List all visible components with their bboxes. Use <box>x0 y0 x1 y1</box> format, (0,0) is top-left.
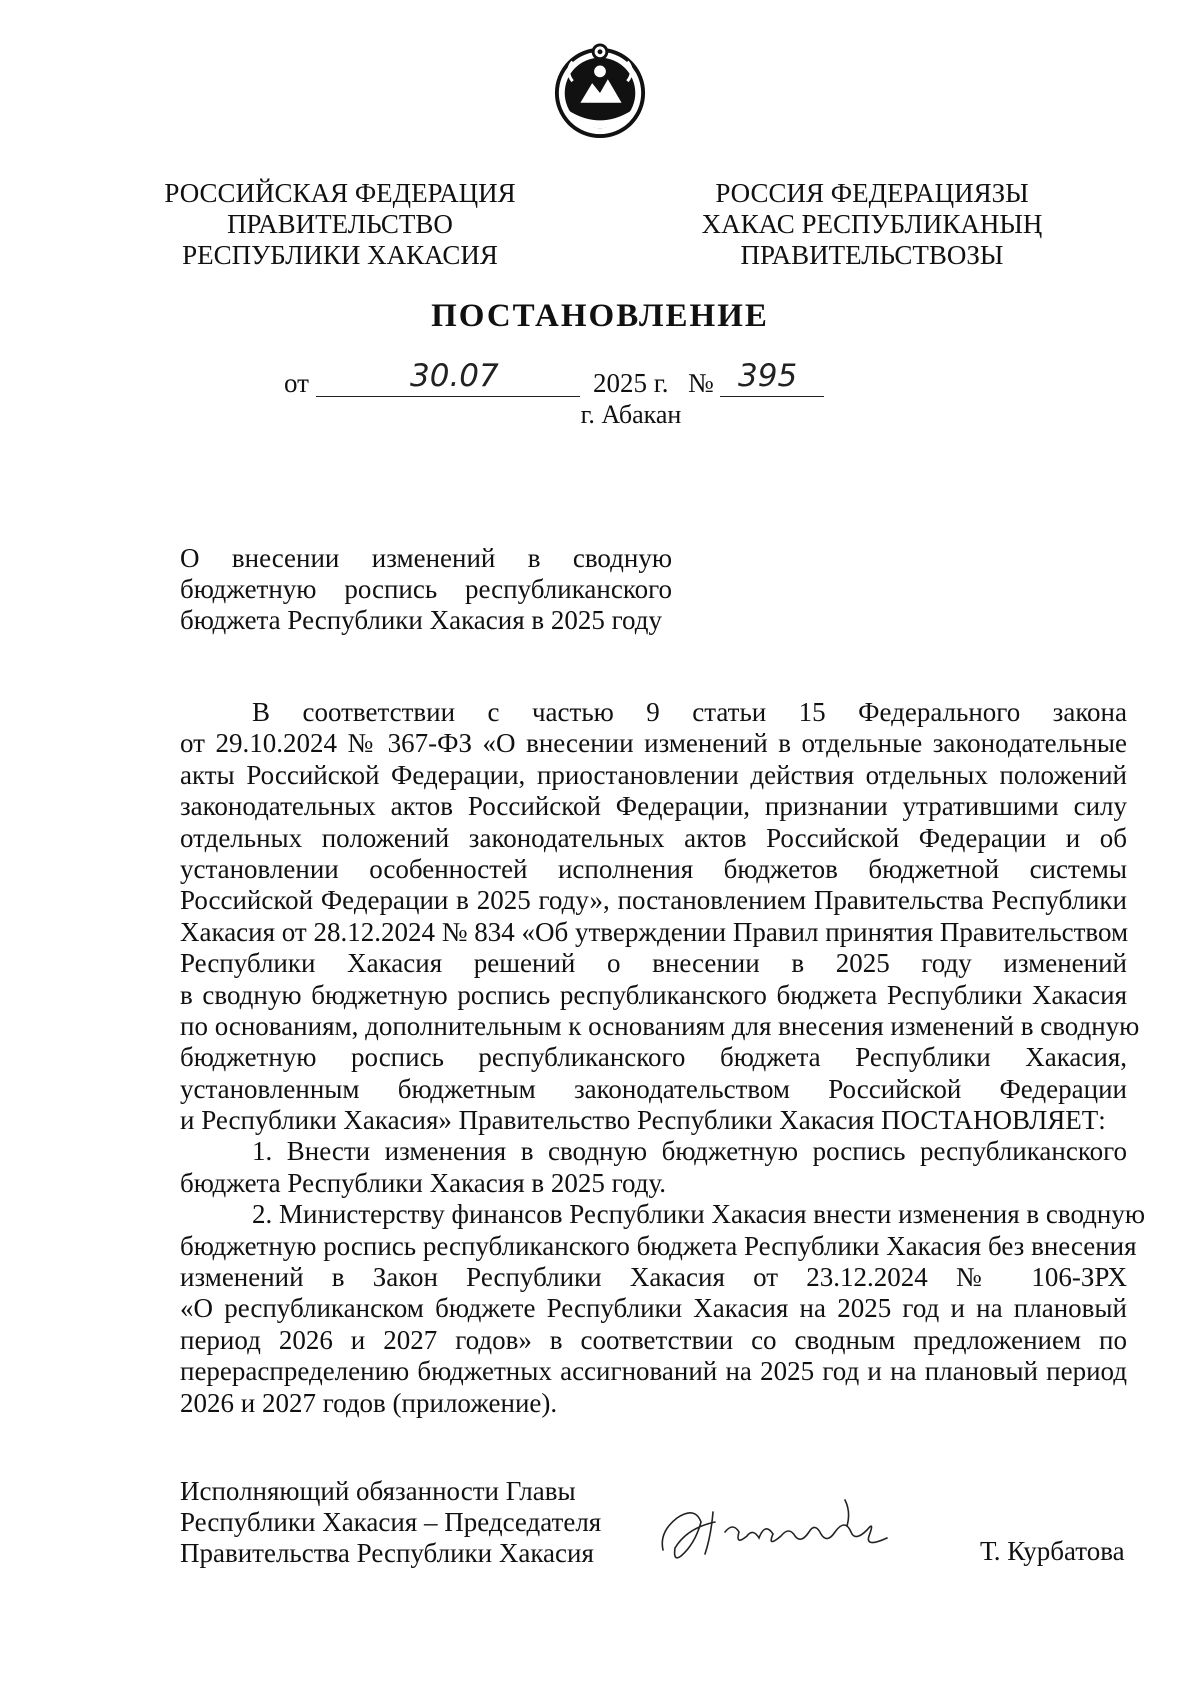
document-title: ПОСТАНОВЛЕНИЕ <box>431 298 769 334</box>
body-line: бюджетную роспись республиканского бюджета Республики Хакасия, <box>180 1042 1127 1073</box>
date-number-line <box>0 358 1200 402</box>
from-label: от <box>284 368 309 398</box>
body-line: установлении особенностей исполнения бюджетов бюджетной системы <box>180 853 1127 884</box>
body-line: 2. Министерству финансов Республики Хакасия внести изменения в сводную <box>252 1199 1146 1230</box>
subject-block <box>180 543 672 636</box>
signer-name: Т. Курбатова <box>980 1536 1125 1566</box>
position-line: Исполняющий обязанности Главы <box>180 1476 576 1506</box>
body-line: по основаниям, дополнительным к основаниям для внесения изменений в сводную <box>180 1010 1140 1041</box>
body-line: перераспределению бюджетных ассигнований на 2025 год и на плановый период <box>180 1356 1127 1387</box>
body-line: бюджета Республики Хакасия в 2025 году. <box>180 1167 667 1198</box>
body-line: от 29.10.2024 № 367-ФЗ «О внесении изменений в отдельные законодательные <box>180 728 1127 759</box>
city: г. Абакан <box>580 400 682 429</box>
position-line: Правительства Республики Хакасия <box>180 1538 594 1568</box>
body-line: Российской Федерации в 2025 году», постановлением Правительства Республики <box>180 885 1127 916</box>
subject-line: бюджета Республики Хакасия в 2025 году <box>180 605 663 635</box>
body-line: отдельных положений законодательных актов Российской Федерации и об <box>180 822 1127 853</box>
body-text <box>180 697 1146 1419</box>
body-line: Республики Хакасия решений о внесении в 2025 году изменений <box>180 948 1127 979</box>
body-line: 2026 и 2027 годов (приложение). <box>180 1387 558 1418</box>
header-left-line: ПРАВИТЕЛЬСТВО <box>227 209 453 239</box>
body-line: 1. Внести изменения в сводную бюджетную роспись республиканского <box>252 1136 1127 1167</box>
subject-line: бюджетную роспись республиканского <box>180 574 672 604</box>
year-label: 2025 г. <box>593 368 669 398</box>
handwritten-number: 395 <box>738 358 798 394</box>
header-left-russian <box>150 178 530 271</box>
body-line: изменений в Закон Республики Хакасия от 23.12.2024 № 106-ЗРХ <box>180 1262 1127 1293</box>
body-line: «О республиканском бюджете Республики Хакасия на 2025 год и на плановый <box>180 1293 1127 1324</box>
signatory-position <box>180 1476 601 1569</box>
header-left-line: РЕСПУБЛИКИ ХАКАСИЯ <box>182 240 498 270</box>
body-line: В соответствии с частью 9 статьи 15 Федерального закона <box>252 697 1127 727</box>
number-label: № <box>688 368 714 398</box>
header-right-khakas <box>672 178 1072 271</box>
handwritten-signature <box>655 1492 905 1568</box>
body-line: и Республики Хакасия» Правительство Республики Хакасия ПОСТАНОВЛЯЕТ: <box>180 1105 1106 1136</box>
coat-of-arms-emblem <box>551 42 649 140</box>
body-line: установленным бюджетным законодательством Российской Федерации <box>180 1073 1127 1104</box>
body-line: бюджетную роспись республиканского бюджета Республики Хакасия без внесения <box>180 1230 1137 1261</box>
header-right-line: РОССИЯ ФЕДЕРАЦИЯЗЫ <box>715 178 1029 208</box>
handwritten-date: 30.07 <box>410 358 499 394</box>
body-line: Хакасия от 28.12.2024 № 834 «Об утверждении Правил принятия Правительством <box>180 916 1129 947</box>
body-line: период 2026 и 2027 годов» в соответствии со сводным предложением по <box>180 1324 1127 1355</box>
subject-line: О внесении изменений в сводную <box>180 543 672 573</box>
header-left-line: РОССИЙСКАЯ ФЕДЕРАЦИЯ <box>164 178 516 208</box>
header-right-line: ХАКАС РЕСПУБЛИКАНЫҢ <box>701 209 1043 239</box>
body-line: в сводную бюджетную роспись республиканского бюджета Республики Хакасия <box>180 979 1127 1010</box>
body-line: законодательных актов Российской Федерации, признании утратившими силу <box>180 791 1127 822</box>
header-right-line: ПРАВИТЕЛЬСТВОЗЫ <box>740 240 1004 270</box>
position-line: Республики Хакасия – Председателя <box>180 1507 602 1537</box>
body-line: акты Российской Федерации, приостановлении действия отдельных положений <box>180 759 1127 790</box>
